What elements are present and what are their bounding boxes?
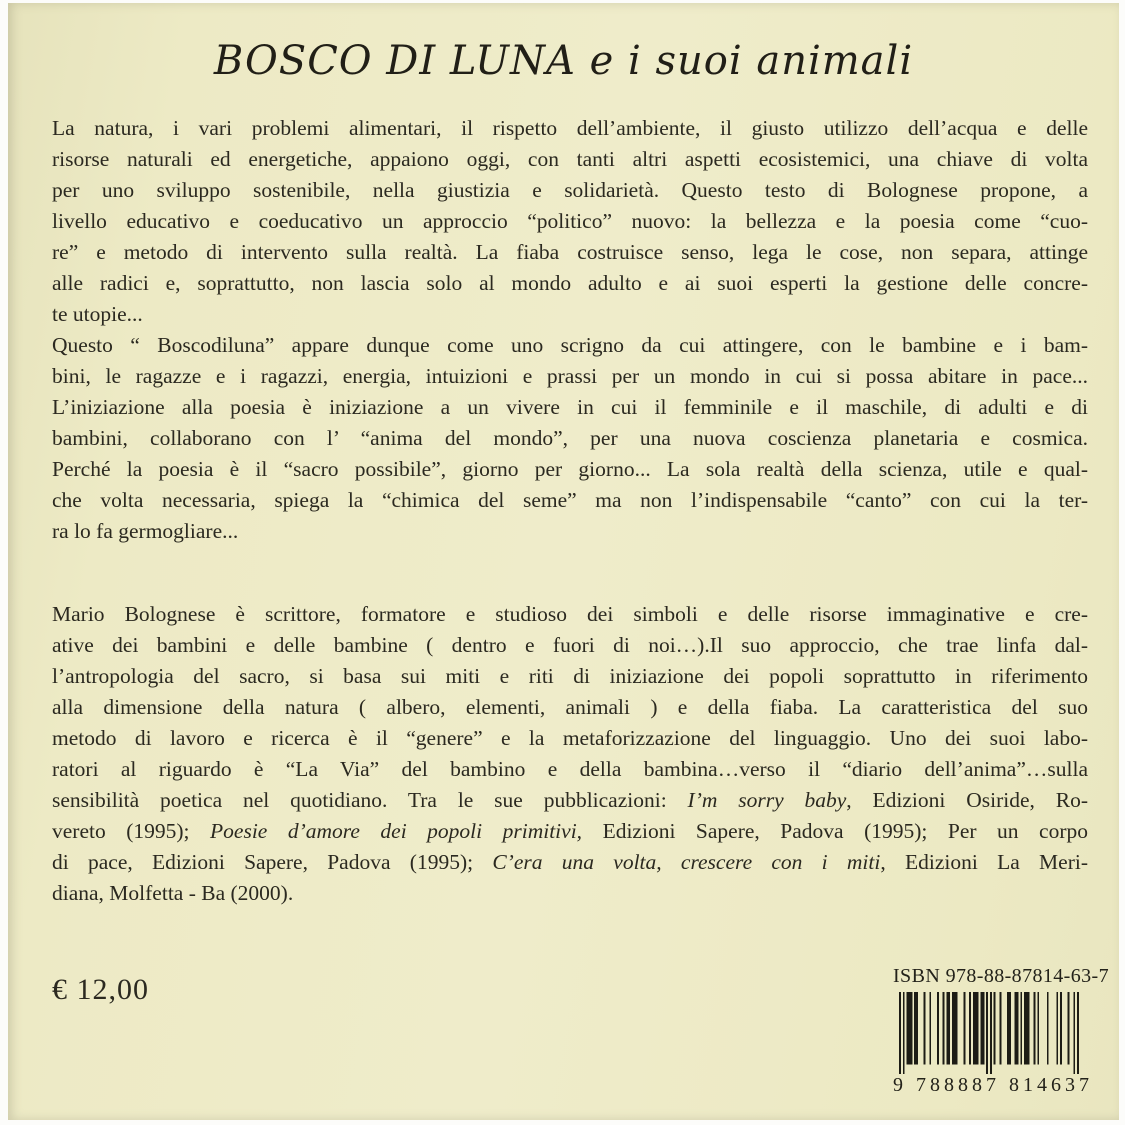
text-line: metodo di lavoro e ricerca è il “genere” e la metaforizzazione del linguaggio. Uno dei suoi labo- (52, 726, 1088, 750)
text-line: diana, Molfetta - Ba (2000). (52, 881, 294, 905)
text-line: ra lo fa germogliare... (52, 519, 239, 543)
text-line: che volta necessaria, spiega la “chimica del seme” ma non l’indispensabile “canto” con cui la ter- (52, 488, 1088, 512)
text-line: alle radici e, soprattutto, non lascia solo al mondo adulto e ai suoi esperti la gestione delle concre- (52, 271, 1088, 295)
text-line: La natura, i vari problemi alimentari, il rispetto dell’ambiente, il giusto utilizzo dell’acqua e delle (52, 116, 1088, 140)
isbn-barcode-block (893, 965, 1110, 1097)
text-line: re” e metodo di intervento sulla realtà. La fiaba costruisce senso, lega le cose, non separa, attinge (52, 240, 1088, 264)
text-line: te utopie... (52, 302, 143, 326)
text-line: L’iniziazione alla poesia è iniziazione a un vivere in cui il femminile e il maschile, di adulti e di (52, 395, 1088, 419)
text-line: Perché la poesia è il “sacro possibile”, giorno per giorno... La sola realtà della scienza, utile e qual- (52, 457, 1088, 481)
text-line: bini, le ragazze e i ragazzi, energia, intuizioni e prassi per un mondo in cui si possa abitare in pace... (52, 364, 1088, 388)
text-line: vereto (1995); Poesie d’amore dei popoli primitivi, Edizioni Sapere, Padova (1995); Per un corpo (52, 819, 1088, 843)
text-line: ratori al riguardo è “La Via” del bambino e della bambina…verso il “diario dell’anima”…sulla (52, 757, 1088, 781)
text-line: l’antropologia del sacro, si basa sui miti e riti di iniziazione dei popoli soprattutto in riferimento (52, 664, 1088, 688)
text-line: risorse naturali ed energetiche, appaiono oggi, con tanti altri aspetti ecosistemici, una chiave di volta (52, 147, 1088, 171)
ean13-barcode (893, 992, 1085, 1074)
text-line: alla dimensione della natura ( albero, elementi, animali ) e della fiaba. La caratteristica del suo (52, 695, 1088, 719)
text-line: ative dei bambini e delle bambine ( dentro e fuori di noi…).Il suo approccio, che trae linfa dal- (52, 633, 1088, 657)
text-line: livello educativo e coeducativo un approccio “politico” nuovo: la bellezza e la poesia come “cuo- (52, 209, 1088, 233)
text-line: Mario Bolognese è scrittore, formatore e studioso dei simboli e delle risorse immaginative e cre- (52, 602, 1088, 626)
author-bio-paragraph (52, 599, 1088, 909)
book-title: BOSCO DI LUNA e i suoi animali (213, 38, 914, 84)
description-paragraph (52, 113, 1088, 547)
barcode-digits: 9 788887 814637 (893, 1074, 1093, 1096)
text-line: bambini, collaborano con l’ “anima del mondo”, per una nuova coscienza planetaria e cosmica. (52, 426, 1088, 450)
text-line: sensibilità poetica nel quotidiano. Tra le sue pubblicazioni: I’m sorry baby, Edizioni Osiride, Ro- (52, 788, 1088, 812)
text-line: per uno sviluppo sostenibile, nella giustizia e solidarietà. Questo testo di Bolognese propone, a (52, 178, 1088, 202)
book-back-cover (8, 3, 1119, 1120)
text-line: di pace, Edizioni Sapere, Padova (1995); C’era una volta, crescere con i miti, Edizioni La Meri- (52, 850, 1088, 874)
isbn-label: ISBN 978-88-87814-63-7 (893, 965, 1110, 987)
price-label: € 12,00 (52, 973, 149, 1006)
text-line: Questo “ Boscodiluna” appare dunque come uno scrigno da cui attingere, con le bambine e i bam- (52, 333, 1088, 357)
